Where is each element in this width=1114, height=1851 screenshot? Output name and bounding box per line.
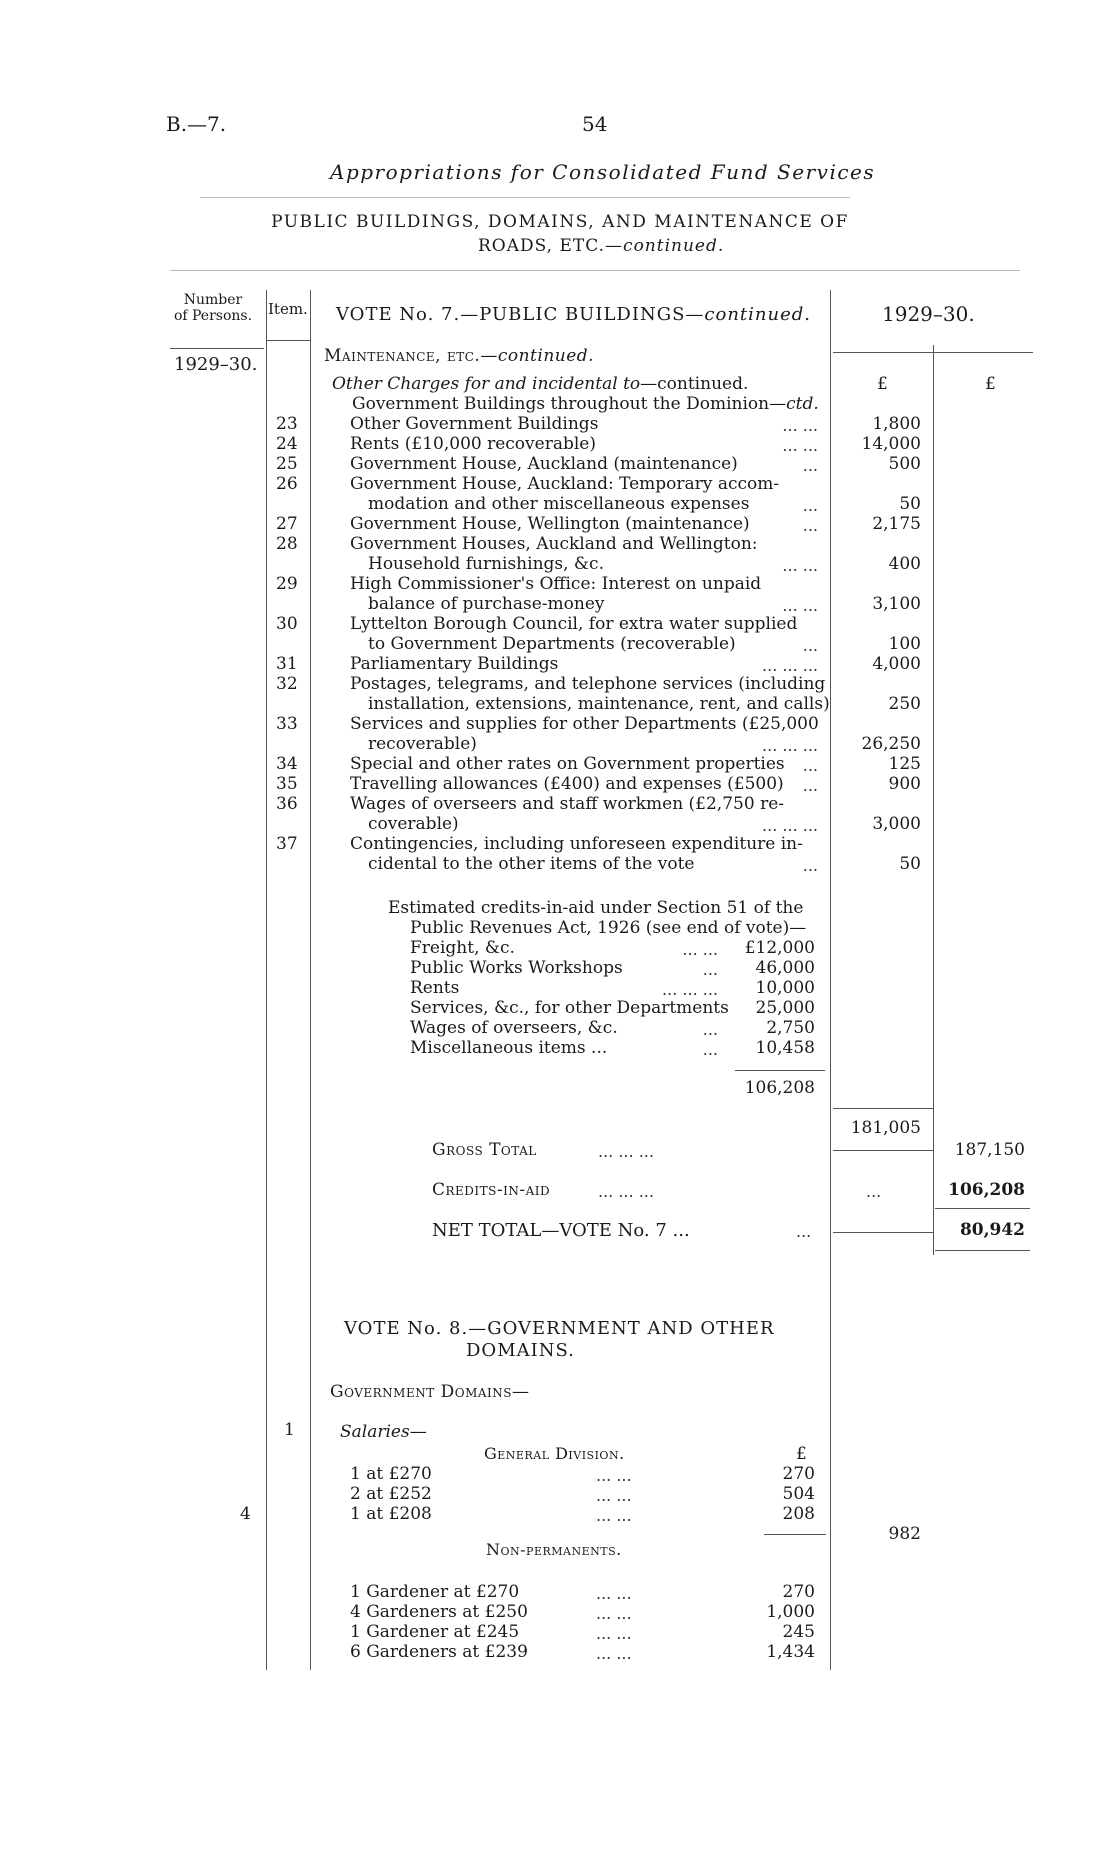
other-charges-label: Other Charges for and incidental to [332,374,641,394]
salary-row-label: 1 at £208 [350,1504,432,1524]
item-description-line: to Government Departments (recoverable) [368,634,736,654]
item-number: 23 [276,414,298,434]
subtitle-continued: —continued. [605,236,725,256]
rule-description [830,290,831,1670]
item-number: 25 [276,454,298,474]
credit-dots: ... [702,1040,718,1059]
gardener-row-amount: 1,434 [766,1642,815,1662]
gen-total-rule [764,1534,826,1535]
item-description-line: Wages of overseers and staff workmen (£2,750 re- [350,794,784,814]
item-amount: 4,000 [872,654,921,674]
item-dots: ... [802,496,818,515]
item-number: 37 [276,834,298,854]
salary-row-amount: 504 [782,1484,815,1504]
gardener-row-label: 6 Gardeners at £239 [350,1642,528,1662]
item-dots: ... ... ... [762,816,818,835]
credit-amount: 10,458 [755,1038,815,1058]
credit-amount: 2,750 [766,1018,815,1038]
salary-row-dots: ... ... [596,1506,632,1525]
item-amount: 400 [888,554,921,574]
credits-intro-line1: Estimated credits-in-aid under Section 51 of the [388,898,804,918]
item-description-line: Services and supplies for other Departments (£25,000 [350,714,819,734]
item-number: 27 [276,514,298,534]
maintenance-heading [324,346,594,366]
item-amount: 250 [888,694,921,714]
item-description-line: Government House, Auckland: Temporary accom- [350,474,780,494]
item-amount: 3,000 [872,814,921,834]
persons-header-line1: Number [183,292,243,308]
divider [200,197,850,198]
item-dots: ... [802,636,818,655]
general-division-heading: General Division. [484,1444,625,1463]
credits-rule [935,1208,1030,1209]
credit-label: Wages of overseers, &c. [410,1018,618,1038]
item-description-line: Contingencies, including unforeseen expenditure in- [350,834,803,854]
item-description-line: coverable) [368,814,459,834]
credit-dots: ... ... [682,940,718,959]
other-charges-heading [332,374,748,394]
item-amount: 2,175 [872,514,921,534]
salary-row-dots: ... ... [596,1466,632,1485]
item-number: 32 [276,674,298,694]
non-permanents-heading: Non-permanents. [486,1540,622,1559]
vote8-persons: 4 [240,1504,251,1524]
persons-header [168,292,258,324]
credit-amount: 10,000 [755,978,815,998]
item-amount: 50 [899,494,921,514]
page-title: Appropriations for Consolidated Fund Services [330,160,876,184]
item-dots: ... ... [782,556,818,575]
year-header: 1929–30. [882,302,975,326]
vote8-item-no: 1 [284,1420,295,1440]
gardener-row-dots: ... ... [596,1584,632,1603]
gardener-row-dots: ... ... [596,1604,632,1623]
maintenance-continued: —continued. [480,346,595,366]
credit-dots: ... [702,1020,718,1039]
item-number: 34 [276,754,298,774]
item-description-line: recoverable) [368,734,477,754]
credit-label: Rents [410,978,460,998]
credit-label: Miscellaneous items ... [410,1038,608,1058]
item-amount: 500 [888,454,921,474]
item-description-line: installation, extensions, maintenance, rent, and calls) [368,694,830,714]
item-amount: 900 [888,774,921,794]
credit-label: Public Works Workshops [410,958,623,978]
item-number: 29 [276,574,298,594]
pound-sign-col1: £ [877,374,888,394]
subtitle-main: ROADS, ETC. [478,236,606,256]
subtotal-amount: 181,005 [850,1118,921,1138]
divider [170,270,1020,271]
item-number: 33 [276,714,298,734]
item-dots: ... [802,516,818,535]
govt-buildings-heading [352,394,819,414]
vote8-title-line1: VOTE No. 8.—GOVERNMENT AND OTHER [344,1318,775,1339]
credits-in-aid-label: Credits-in-aid [432,1180,551,1200]
credits-total-rule [735,1070,825,1071]
vote7-header [336,304,811,325]
item-description-line: Lyttelton Borough Council, for extra water supplied [350,614,798,634]
item-description-line: Government House, Wellington (maintenance) [350,514,750,534]
item-dots: ... [802,456,818,475]
vote7-continued: continued. [704,304,812,325]
credits-in-aid-amount: 106,208 [948,1180,1025,1200]
credit-dots: ... [702,960,718,979]
persons-header-line2: of Persons. [173,308,253,324]
item-dots: ... [802,776,818,795]
credit-label: Freight, &c. [410,938,515,958]
item-number: 31 [276,654,298,674]
gardener-row-dots: ... ... [596,1624,632,1643]
salary-row-amount: 270 [782,1464,815,1484]
item-description-line: modation and other miscellaneous expenses [368,494,750,514]
gardener-row-label: 1 Gardener at £245 [350,1622,520,1642]
salary-row-label: 1 at £270 [350,1464,432,1484]
item-description-line: Household furnishings, &c. [368,554,604,574]
net-total-dots: ... [796,1222,812,1241]
gardener-row-amount: 270 [782,1582,815,1602]
salary-row-label: 2 at £252 [350,1484,432,1504]
vote8-title-line2: DOMAINS. [466,1340,575,1361]
net-total-label: NET TOTAL—VOTE No. 7 ... [432,1220,690,1241]
credits-in-aid-dots: ... ... ... [598,1182,654,1201]
credits-total: 106,208 [744,1078,815,1098]
gardener-row-amount: 245 [782,1622,815,1642]
item-amount: 125 [888,754,921,774]
vote8-pound-sign: £ [796,1444,807,1464]
item-dots: ... [802,756,818,775]
item-dots: ... ... [782,436,818,455]
subtitle-line2 [478,236,724,256]
subtotal-rule [833,1108,933,1109]
credit-dots: ... ... ... [662,980,718,999]
document-ref: B.—7. [166,112,227,136]
item-description-line: Parliamentary Buildings [350,654,559,674]
vote7-title: VOTE No. 7.—PUBLIC BUILDINGS— [336,304,705,325]
year-header-rule [833,352,1033,353]
item-number: 26 [276,474,298,494]
salary-row-amount: 208 [782,1504,815,1524]
item-number: 30 [276,614,298,634]
item-description-line: Other Government Buildings [350,414,599,434]
item-header: Item. [268,300,308,318]
item-dots: ... ... ... [762,736,818,755]
rule-item [310,290,311,1670]
credits-intro-line2: Public Revenues Act, 1926 (see end of vote)— [410,918,807,938]
item-dots: ... [802,856,818,875]
gardener-row-dots: ... ... [596,1644,632,1663]
item-amount: 100 [888,634,921,654]
item-number: 24 [276,434,298,454]
item-dots: ... ... [782,416,818,435]
gardener-row-amount: 1,000 [766,1602,815,1622]
other-charges-continued: —continued. [640,374,749,394]
credits-in-aid-mid: ... [866,1182,882,1201]
item-description-line: Travelling allowances (£400) and expenses (£500) [350,774,784,794]
credit-label: Services, &c., for other Departments [410,998,729,1018]
item-description-line: Special and other rates on Government properties [350,754,785,774]
item-number: 35 [276,774,298,794]
rule-persons [266,290,267,1670]
item-description-line: cidental to the other items of the vote [368,854,695,874]
item-description-line: Postages, telegrams, and telephone services (including [350,674,826,694]
item-description-line: Government House, Auckland (maintenance) [350,454,738,474]
persons-header-rule [170,348,264,349]
rule-amount [933,345,934,1255]
govt-buildings-label: Government Buildings throughout the Dominion— [352,394,787,414]
govt-domains-heading: Government Domains— [330,1382,530,1402]
salaries-heading: Salaries— [340,1422,427,1442]
item-amount: 26,250 [861,734,921,754]
gross-total-amount: 187,150 [954,1140,1025,1160]
item-dots: ... ... [782,596,818,615]
subtitle-line1: PUBLIC BUILDINGS, DOMAINS, AND MAINTENANCE OF [271,212,849,232]
gardener-row-label: 1 Gardener at £270 [350,1582,520,1602]
gardener-row-label: 4 Gardeners at £250 [350,1602,528,1622]
net-rule-mid [833,1232,933,1233]
net-rule [935,1250,1030,1251]
item-description-line: High Commissioner's Office: Interest on unpaid [350,574,762,594]
govt-buildings-continued: ctd. [786,394,819,414]
gross-total-dots: ... ... ... [598,1142,654,1161]
item-description-line: Rents (£10,000 recoverable) [350,434,596,454]
net-total-amount: 80,942 [959,1220,1025,1240]
gross-total-label: Gross Total [432,1140,537,1160]
maintenance-label: Maintenance, etc. [324,346,481,366]
left-year: 1929–30. [174,354,258,375]
item-amount: 14,000 [861,434,921,454]
item-number: 28 [276,534,298,554]
item-amount: 1,800 [872,414,921,434]
item-number: 36 [276,794,298,814]
salary-row-dots: ... ... [596,1486,632,1505]
item-description-line: balance of purchase-money [368,594,605,614]
item-amount: 3,100 [872,594,921,614]
pound-sign-col2: £ [985,374,996,394]
credit-amount: 25,000 [755,998,815,1018]
credit-amount: 46,000 [755,958,815,978]
credit-amount: £12,000 [744,938,815,958]
gross-rule [833,1150,933,1151]
item-dots: ... ... ... [762,656,818,675]
item-description-line: Government Houses, Auckland and Wellington: [350,534,758,554]
item-header-rule [266,340,310,341]
gen-total-amount: 982 [888,1524,921,1544]
page-number: 54 [582,112,608,136]
item-amount: 50 [899,854,921,874]
